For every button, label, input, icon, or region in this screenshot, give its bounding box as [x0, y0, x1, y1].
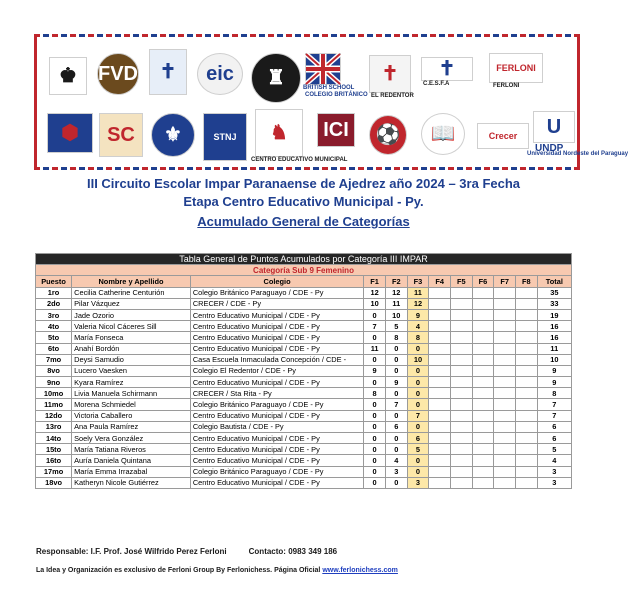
redentor-label: EL REDENTOR — [371, 93, 414, 99]
f1-cell: 7 — [364, 321, 386, 332]
f3-cell: 3 — [407, 477, 429, 488]
stnj-logo: STNJ — [203, 113, 247, 161]
position-cell: 14to — [36, 433, 72, 444]
column-header: F8 — [515, 276, 537, 287]
position-cell: 7mo — [36, 354, 72, 365]
f8-cell — [515, 399, 537, 410]
f4-cell — [429, 433, 451, 444]
f7-cell — [494, 332, 516, 343]
f4-cell — [429, 410, 451, 421]
f5-cell — [450, 309, 472, 320]
column-header: Nombre y Apellido — [72, 276, 191, 287]
total-cell: 3 — [537, 466, 571, 477]
position-cell: 3ro — [36, 309, 72, 320]
school-cell: Centro Educativo Municipal / CDE - Py — [190, 343, 363, 354]
name-cell: Cecilia Catherine Centurión — [72, 287, 191, 298]
name-cell: Valeria Nicol Cáceres Sill — [72, 321, 191, 332]
f4-cell — [429, 455, 451, 466]
school-cell: Centro Educativo Municipal / CDE - Py — [190, 321, 363, 332]
shield-school-logo: ⬢ — [47, 113, 93, 153]
f2-cell: 0 — [385, 444, 407, 455]
f6-cell — [472, 477, 494, 488]
total-cell: 33 — [537, 298, 571, 309]
el-redentor-logo: ✝ — [369, 55, 411, 93]
table-row — [36, 343, 572, 354]
f1-cell: 8 — [364, 388, 386, 399]
f8-cell — [515, 309, 537, 320]
f8-cell — [515, 321, 537, 332]
category-title: Categoría Sub 9 Femenino — [36, 265, 572, 276]
contact-label: Contacto: 0983 349 186 — [248, 547, 338, 556]
table-row — [36, 477, 572, 488]
name-cell: Kyara Ramírez — [72, 377, 191, 388]
column-header: F5 — [450, 276, 472, 287]
table-row — [36, 365, 572, 376]
school-cell: Centro Educativo Municipal / CDE - Py — [190, 410, 363, 421]
f2-cell: 4 — [385, 455, 407, 466]
f2-cell: 11 — [385, 298, 407, 309]
f8-cell — [515, 287, 537, 298]
f7-cell — [494, 365, 516, 376]
f8-cell — [515, 365, 537, 376]
f1-cell: 0 — [364, 309, 386, 320]
position-cell: 4to — [36, 321, 72, 332]
f6-cell — [472, 298, 494, 309]
total-cell: 9 — [537, 377, 571, 388]
f6-cell — [472, 343, 494, 354]
name-cell: Soely Vera González — [72, 433, 191, 444]
f2-cell: 0 — [385, 354, 407, 365]
f3-cell: 6 — [407, 433, 429, 444]
name-cell: Lucero Vaesken — [72, 365, 191, 376]
f6-cell — [472, 354, 494, 365]
f6-cell — [472, 377, 494, 388]
f7-cell — [494, 343, 516, 354]
f3-cell: 12 — [407, 298, 429, 309]
position-cell: 17mo — [36, 466, 72, 477]
undp-label: UNDP — [535, 143, 564, 154]
f2-cell: 0 — [385, 388, 407, 399]
cesfa-logo: ✝ — [421, 57, 473, 81]
column-header: Total — [537, 276, 571, 287]
sport-logo: ⚽ — [369, 115, 407, 155]
f6-cell — [472, 388, 494, 399]
idea-text: La Idea y Organización es exclusivo de Ferloni Group By Ferlonichess. Página Oficial — [36, 567, 323, 574]
responsible-line — [36, 547, 337, 556]
f6-cell — [472, 455, 494, 466]
name-cell: Deysi Samudio — [72, 354, 191, 365]
f4-cell — [429, 477, 451, 488]
position-cell: 13ro — [36, 421, 72, 432]
f3-cell: 0 — [407, 421, 429, 432]
f8-cell — [515, 421, 537, 432]
table-row — [36, 433, 572, 444]
column-header: F3 — [407, 276, 429, 287]
table-row — [36, 399, 572, 410]
total-cell: 11 — [537, 343, 571, 354]
f1-cell: 0 — [364, 354, 386, 365]
f7-cell — [494, 309, 516, 320]
f5-cell — [450, 388, 472, 399]
table-row — [36, 455, 572, 466]
f2-cell: 5 — [385, 321, 407, 332]
f1-cell: 0 — [364, 377, 386, 388]
f8-cell — [515, 477, 537, 488]
f4-cell — [429, 354, 451, 365]
total-cell: 6 — [537, 421, 571, 432]
f4-cell — [429, 298, 451, 309]
table-row — [36, 444, 572, 455]
name-cell: Katheryn Nicole Gutiérrez — [72, 477, 191, 488]
name-cell: Auría Daniela Quintana — [72, 455, 191, 466]
f7-cell — [494, 477, 516, 488]
f6-cell — [472, 433, 494, 444]
tournament-title: III Circuito Escolar Impar Paranaense de Ajedrez año 2024 – 3ra Fecha — [86, 176, 521, 191]
british-school-logo — [305, 53, 341, 85]
name-cell: María Emma Irrazabal — [72, 466, 191, 477]
f5-cell — [450, 477, 472, 488]
position-cell: 9no — [36, 377, 72, 388]
table-row — [36, 410, 572, 421]
f1-cell: 0 — [364, 410, 386, 421]
cesfa-label: C.E.S.F.A — [423, 81, 450, 87]
standings-body — [36, 287, 572, 488]
f4-cell — [429, 444, 451, 455]
school-cell: Colegio Bautista / CDE - Py — [190, 421, 363, 432]
f4-cell — [429, 321, 451, 332]
f8-cell — [515, 298, 537, 309]
british-label: BRITISH SCHOOL — [303, 85, 355, 91]
book-school-logo: 📖 — [421, 113, 465, 155]
school-cell: Colegio El Redentor / CDE - Py — [190, 365, 363, 376]
f5-cell — [450, 298, 472, 309]
name-cell: Jade Ozorio — [72, 309, 191, 320]
f3-cell: 0 — [407, 377, 429, 388]
f6-cell — [472, 466, 494, 477]
f2-cell: 3 — [385, 466, 407, 477]
school-cell: Centro Educativo Municipal / CDE - Py — [190, 309, 363, 320]
total-cell: 3 — [537, 477, 571, 488]
f8-cell — [515, 410, 537, 421]
f5-cell — [450, 287, 472, 298]
f6-cell — [472, 321, 494, 332]
f7-cell — [494, 410, 516, 421]
total-cell: 7 — [537, 410, 571, 421]
f7-cell — [494, 455, 516, 466]
sponsor-banner — [34, 34, 628, 170]
table-row — [36, 388, 572, 399]
table-row — [36, 287, 572, 298]
f3-cell: 0 — [407, 388, 429, 399]
name-cell: Pilar Vázquez — [72, 298, 191, 309]
f3-cell: 5 — [407, 444, 429, 455]
f4-cell — [429, 388, 451, 399]
name-cell: Livia Manuela Schirmann — [72, 388, 191, 399]
fvd-logo: FVD — [97, 53, 139, 95]
f5-cell — [450, 343, 472, 354]
colegio-sta-logo: ⚜ — [151, 113, 195, 157]
ferloni-label: FERLONI — [493, 83, 520, 89]
cem-logo: ♞ — [255, 109, 303, 157]
column-header: F1 — [364, 276, 386, 287]
f5-cell — [450, 332, 472, 343]
f5-cell — [450, 377, 472, 388]
column-header: F4 — [429, 276, 451, 287]
school-cell: Centro Educativo Municipal / CDE - Py — [190, 477, 363, 488]
f4-cell — [429, 332, 451, 343]
position-cell: 12do — [36, 410, 72, 421]
position-cell: 2do — [36, 298, 72, 309]
f8-cell — [515, 388, 537, 399]
position-cell: 16to — [36, 455, 72, 466]
total-cell: 4 — [537, 455, 571, 466]
eic-logo: eic — [197, 53, 243, 95]
position-cell: 10mo — [36, 388, 72, 399]
f1-cell: 0 — [364, 421, 386, 432]
ici-logo: ICI — [317, 113, 355, 147]
school-cell: Casa Escuela Inmaculada Concepción / CDE - — [190, 354, 363, 365]
table-row — [36, 321, 572, 332]
standings-title: Acumulado General de Categorías — [197, 214, 410, 229]
f3-cell: 0 — [407, 455, 429, 466]
f2-cell: 0 — [385, 365, 407, 376]
school-cell: Colegio Británico Paraguayo / CDE - Py — [190, 399, 363, 410]
table-row — [36, 332, 572, 343]
british-sub-label: COLEGIO BRITÁNICO — [305, 92, 368, 98]
f1-cell: 0 — [364, 332, 386, 343]
f7-cell — [494, 287, 516, 298]
total-cell: 8 — [537, 388, 571, 399]
f7-cell — [494, 444, 516, 455]
undp-logo: U — [533, 111, 575, 143]
name-cell: Victoria Caballero — [72, 410, 191, 421]
f5-cell — [450, 365, 472, 376]
f3-cell: 10 — [407, 354, 429, 365]
f3-cell: 8 — [407, 332, 429, 343]
f3-cell: 11 — [407, 287, 429, 298]
school-cell: Centro Educativo Municipal / CDE - Py — [190, 455, 363, 466]
santa-cecilia-logo: SC — [99, 113, 143, 157]
total-cell: 6 — [537, 433, 571, 444]
f6-cell — [472, 421, 494, 432]
f8-cell — [515, 377, 537, 388]
chess-federation-logo: ♚ — [49, 57, 87, 95]
f1-cell: 9 — [364, 365, 386, 376]
f2-cell: 8 — [385, 332, 407, 343]
logo-grid — [41, 43, 628, 163]
f5-cell — [450, 399, 472, 410]
f7-cell — [494, 388, 516, 399]
f5-cell — [450, 321, 472, 332]
f2-cell: 0 — [385, 477, 407, 488]
school-cell: CRECER / CDE - Py — [190, 298, 363, 309]
cem-label: CENTRO EDUCATIVO MUNICIPAL — [251, 157, 348, 163]
f1-cell: 0 — [364, 399, 386, 410]
f5-cell — [450, 433, 472, 444]
column-header: Colegio — [190, 276, 363, 287]
f3-cell: 7 — [407, 410, 429, 421]
total-cell: 35 — [537, 287, 571, 298]
f5-cell — [450, 354, 472, 365]
f5-cell — [450, 421, 472, 432]
column-headers — [36, 276, 572, 287]
f3-cell: 0 — [407, 365, 429, 376]
column-header: F6 — [472, 276, 494, 287]
total-cell: 9 — [537, 365, 571, 376]
f1-cell: 11 — [364, 343, 386, 354]
f6-cell — [472, 309, 494, 320]
f7-cell — [494, 298, 516, 309]
organization-line — [36, 567, 398, 574]
f2-cell: 0 — [385, 343, 407, 354]
f7-cell — [494, 466, 516, 477]
total-cell: 7 — [537, 399, 571, 410]
school-cell: Centro Educativo Municipal / CDE - Py — [190, 377, 363, 388]
table-row — [36, 298, 572, 309]
f1-cell: 0 — [364, 444, 386, 455]
f4-cell — [429, 365, 451, 376]
f2-cell: 0 — [385, 433, 407, 444]
f4-cell — [429, 287, 451, 298]
f2-cell: 0 — [385, 410, 407, 421]
table-row — [36, 377, 572, 388]
position-cell: 5to — [36, 332, 72, 343]
f6-cell — [472, 332, 494, 343]
name-cell: María Fonseca — [72, 332, 191, 343]
f5-cell — [450, 444, 472, 455]
f2-cell: 7 — [385, 399, 407, 410]
f6-cell — [472, 365, 494, 376]
position-cell: 11mo — [36, 399, 72, 410]
stage-title: Etapa Centro Educativo Municipal - Py. — [183, 194, 424, 209]
f8-cell — [515, 444, 537, 455]
responsible-label: Responsable: I.F. Prof. José Wilfrido Perez Ferloni — [36, 547, 227, 556]
total-cell: 19 — [537, 309, 571, 320]
f4-cell — [429, 377, 451, 388]
f1-cell: 0 — [364, 433, 386, 444]
f7-cell — [494, 399, 516, 410]
f2-cell: 6 — [385, 421, 407, 432]
standings-table — [35, 253, 572, 489]
total-cell: 16 — [537, 321, 571, 332]
name-cell: Ana Paula Ramírez — [72, 421, 191, 432]
column-header: F7 — [494, 276, 516, 287]
f4-cell — [429, 421, 451, 432]
f7-cell — [494, 433, 516, 444]
total-cell: 16 — [537, 332, 571, 343]
f3-cell: 4 — [407, 321, 429, 332]
f8-cell — [515, 332, 537, 343]
f4-cell — [429, 466, 451, 477]
name-cell: María Tatiana Riveros — [72, 444, 191, 455]
f6-cell — [472, 399, 494, 410]
school-cell: Centro Educativo Municipal / CDE - Py — [190, 433, 363, 444]
school-cell: Colegio Británico Paraguayo / CDE - Py — [190, 466, 363, 477]
f1-cell: 0 — [364, 455, 386, 466]
f4-cell — [429, 399, 451, 410]
f7-cell — [494, 354, 516, 365]
position-cell: 15to — [36, 444, 72, 455]
f2-cell: 12 — [385, 287, 407, 298]
f6-cell — [472, 410, 494, 421]
position-cell: 18vo — [36, 477, 72, 488]
f3-cell: 0 — [407, 466, 429, 477]
f7-cell — [494, 421, 516, 432]
table-title: Tabla General de Puntos Acumulados por Categoría III IMPAR — [36, 254, 572, 265]
f8-cell — [515, 466, 537, 477]
f8-cell — [515, 343, 537, 354]
website-link[interactable]: www.ferlonichess.com — [322, 567, 398, 574]
f5-cell — [450, 410, 472, 421]
column-header: F2 — [385, 276, 407, 287]
position-cell: 8vo — [36, 365, 72, 376]
f8-cell — [515, 455, 537, 466]
school-cell: Centro Educativo Municipal / CDE - Py — [190, 332, 363, 343]
f2-cell: 10 — [385, 309, 407, 320]
f5-cell — [450, 455, 472, 466]
column-header: Puesto — [36, 276, 72, 287]
table-row — [36, 466, 572, 477]
name-cell: Anahí Bordón — [72, 343, 191, 354]
school-cell: Centro Educativo Municipal / CDE - Py — [190, 444, 363, 455]
ferloni-logo: FERLONI — [489, 53, 543, 83]
total-cell: 5 — [537, 444, 571, 455]
table-row — [36, 421, 572, 432]
f6-cell — [472, 287, 494, 298]
crecer-logo: Crecer — [477, 123, 529, 149]
f3-cell: 0 — [407, 399, 429, 410]
f4-cell — [429, 343, 451, 354]
table-row — [36, 354, 572, 365]
table-row — [36, 309, 572, 320]
f3-cell: 9 — [407, 309, 429, 320]
position-cell: 6to — [36, 343, 72, 354]
f1-cell: 0 — [364, 477, 386, 488]
church-school-logo: ✝ — [149, 49, 187, 95]
f8-cell — [515, 354, 537, 365]
f1-cell: 10 — [364, 298, 386, 309]
total-cell: 10 — [537, 354, 571, 365]
school-cell: CRECER / Sta Rita - Py — [190, 388, 363, 399]
f1-cell: 12 — [364, 287, 386, 298]
f1-cell: 0 — [364, 466, 386, 477]
undp-sub-label: Universidad Nordeste del Paraguay — [527, 151, 628, 157]
f4-cell — [429, 309, 451, 320]
chess-club-logo: ♜ — [251, 53, 301, 103]
school-cell: Colegio Británico Paraguayo / CDE - Py — [190, 287, 363, 298]
f3-cell: 0 — [407, 343, 429, 354]
f6-cell — [472, 444, 494, 455]
f7-cell — [494, 321, 516, 332]
f7-cell — [494, 377, 516, 388]
f2-cell: 9 — [385, 377, 407, 388]
f8-cell — [515, 433, 537, 444]
f5-cell — [450, 466, 472, 477]
position-cell: 1ro — [36, 287, 72, 298]
name-cell: Morena Schmiedel — [72, 399, 191, 410]
